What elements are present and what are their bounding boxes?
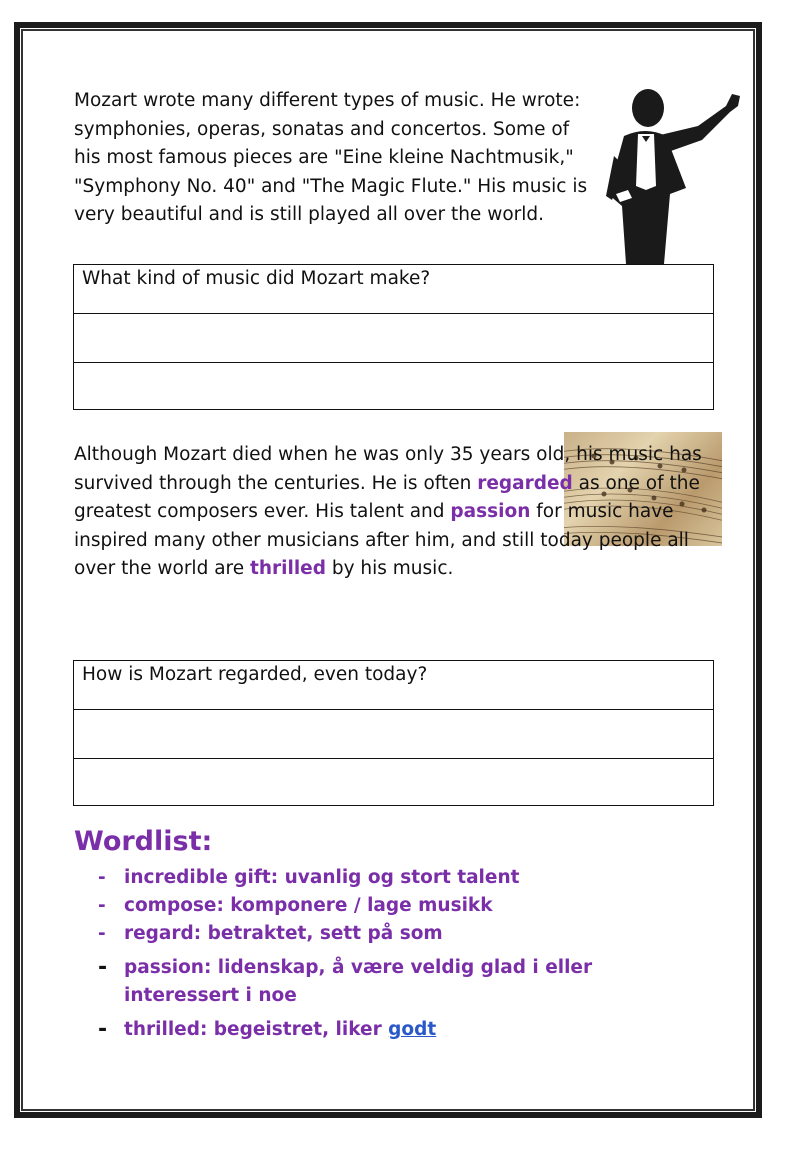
wordlist-item [98, 1016, 624, 1044]
wordlist-item-text: compose: komponere / lage musikk [124, 895, 493, 916]
answer-line-2b[interactable] [74, 759, 713, 808]
link-godt[interactable]: godt [388, 1019, 437, 1040]
wordlist-item-text: passion: lidenskap, å være veldig glad i eller interessert i noe [124, 957, 593, 1006]
paragraph-legacy-text-a: Although Mozart died when he was only 35 years old, his music has survived through the centuries. He is often [74, 444, 702, 494]
question-2: How is Mozart regarded, even today? [74, 661, 713, 710]
highlight-regarded: regarded [477, 472, 573, 494]
wordlist [98, 864, 624, 1044]
paragraph-legacy-text-b: as one of the greatest composers ever. His talent and [74, 472, 700, 522]
paragraph-legacy-text-d: by his music. [325, 558, 454, 579]
wordlist-item [98, 954, 624, 1010]
highlight-thrilled: thrilled [250, 558, 326, 579]
paragraph-legacy-text-c: for music have inspired many other musicians after him, and still today people all over the world are [74, 501, 689, 579]
answer-box-2 [73, 660, 714, 806]
answer-line-1a[interactable] [74, 314, 713, 363]
list-dash: - [98, 1017, 108, 1042]
question-1: What kind of music did Mozart make? [74, 265, 713, 314]
answer-box-1 [73, 264, 714, 410]
list-dash: - [98, 955, 108, 980]
wordlist-item-text: incredible gift: uvanlig og stort talent [124, 867, 520, 888]
wordlist-item [98, 892, 624, 920]
highlight-passion: passion [450, 501, 531, 522]
wordlist-item [98, 864, 624, 892]
wordlist-item [98, 920, 624, 948]
list-dash: - [98, 923, 106, 944]
answer-line-1b[interactable] [74, 363, 713, 412]
list-dash: - [98, 867, 106, 888]
wordlist-item-text: regard: betraktet, sett på som [124, 923, 443, 944]
conductor-silhouette-icon [598, 86, 746, 264]
paragraph-legacy [74, 441, 714, 584]
paragraph-music-types: Mozart wrote many different types of music. He wrote: symphonies, operas, sonatas and concertos. Some of his most famous pieces are "Eine kleine Nachtmusik," "Symphony No. 40" and "The Magic Flute." His music is very beautiful and is still played all over the world. [74, 90, 588, 225]
wordlist-item-text: thrilled: begeistret, liker [124, 1019, 389, 1040]
wordlist-title: Wordlist: [74, 826, 213, 857]
list-dash: - [98, 895, 106, 916]
answer-line-2a[interactable] [74, 710, 713, 759]
